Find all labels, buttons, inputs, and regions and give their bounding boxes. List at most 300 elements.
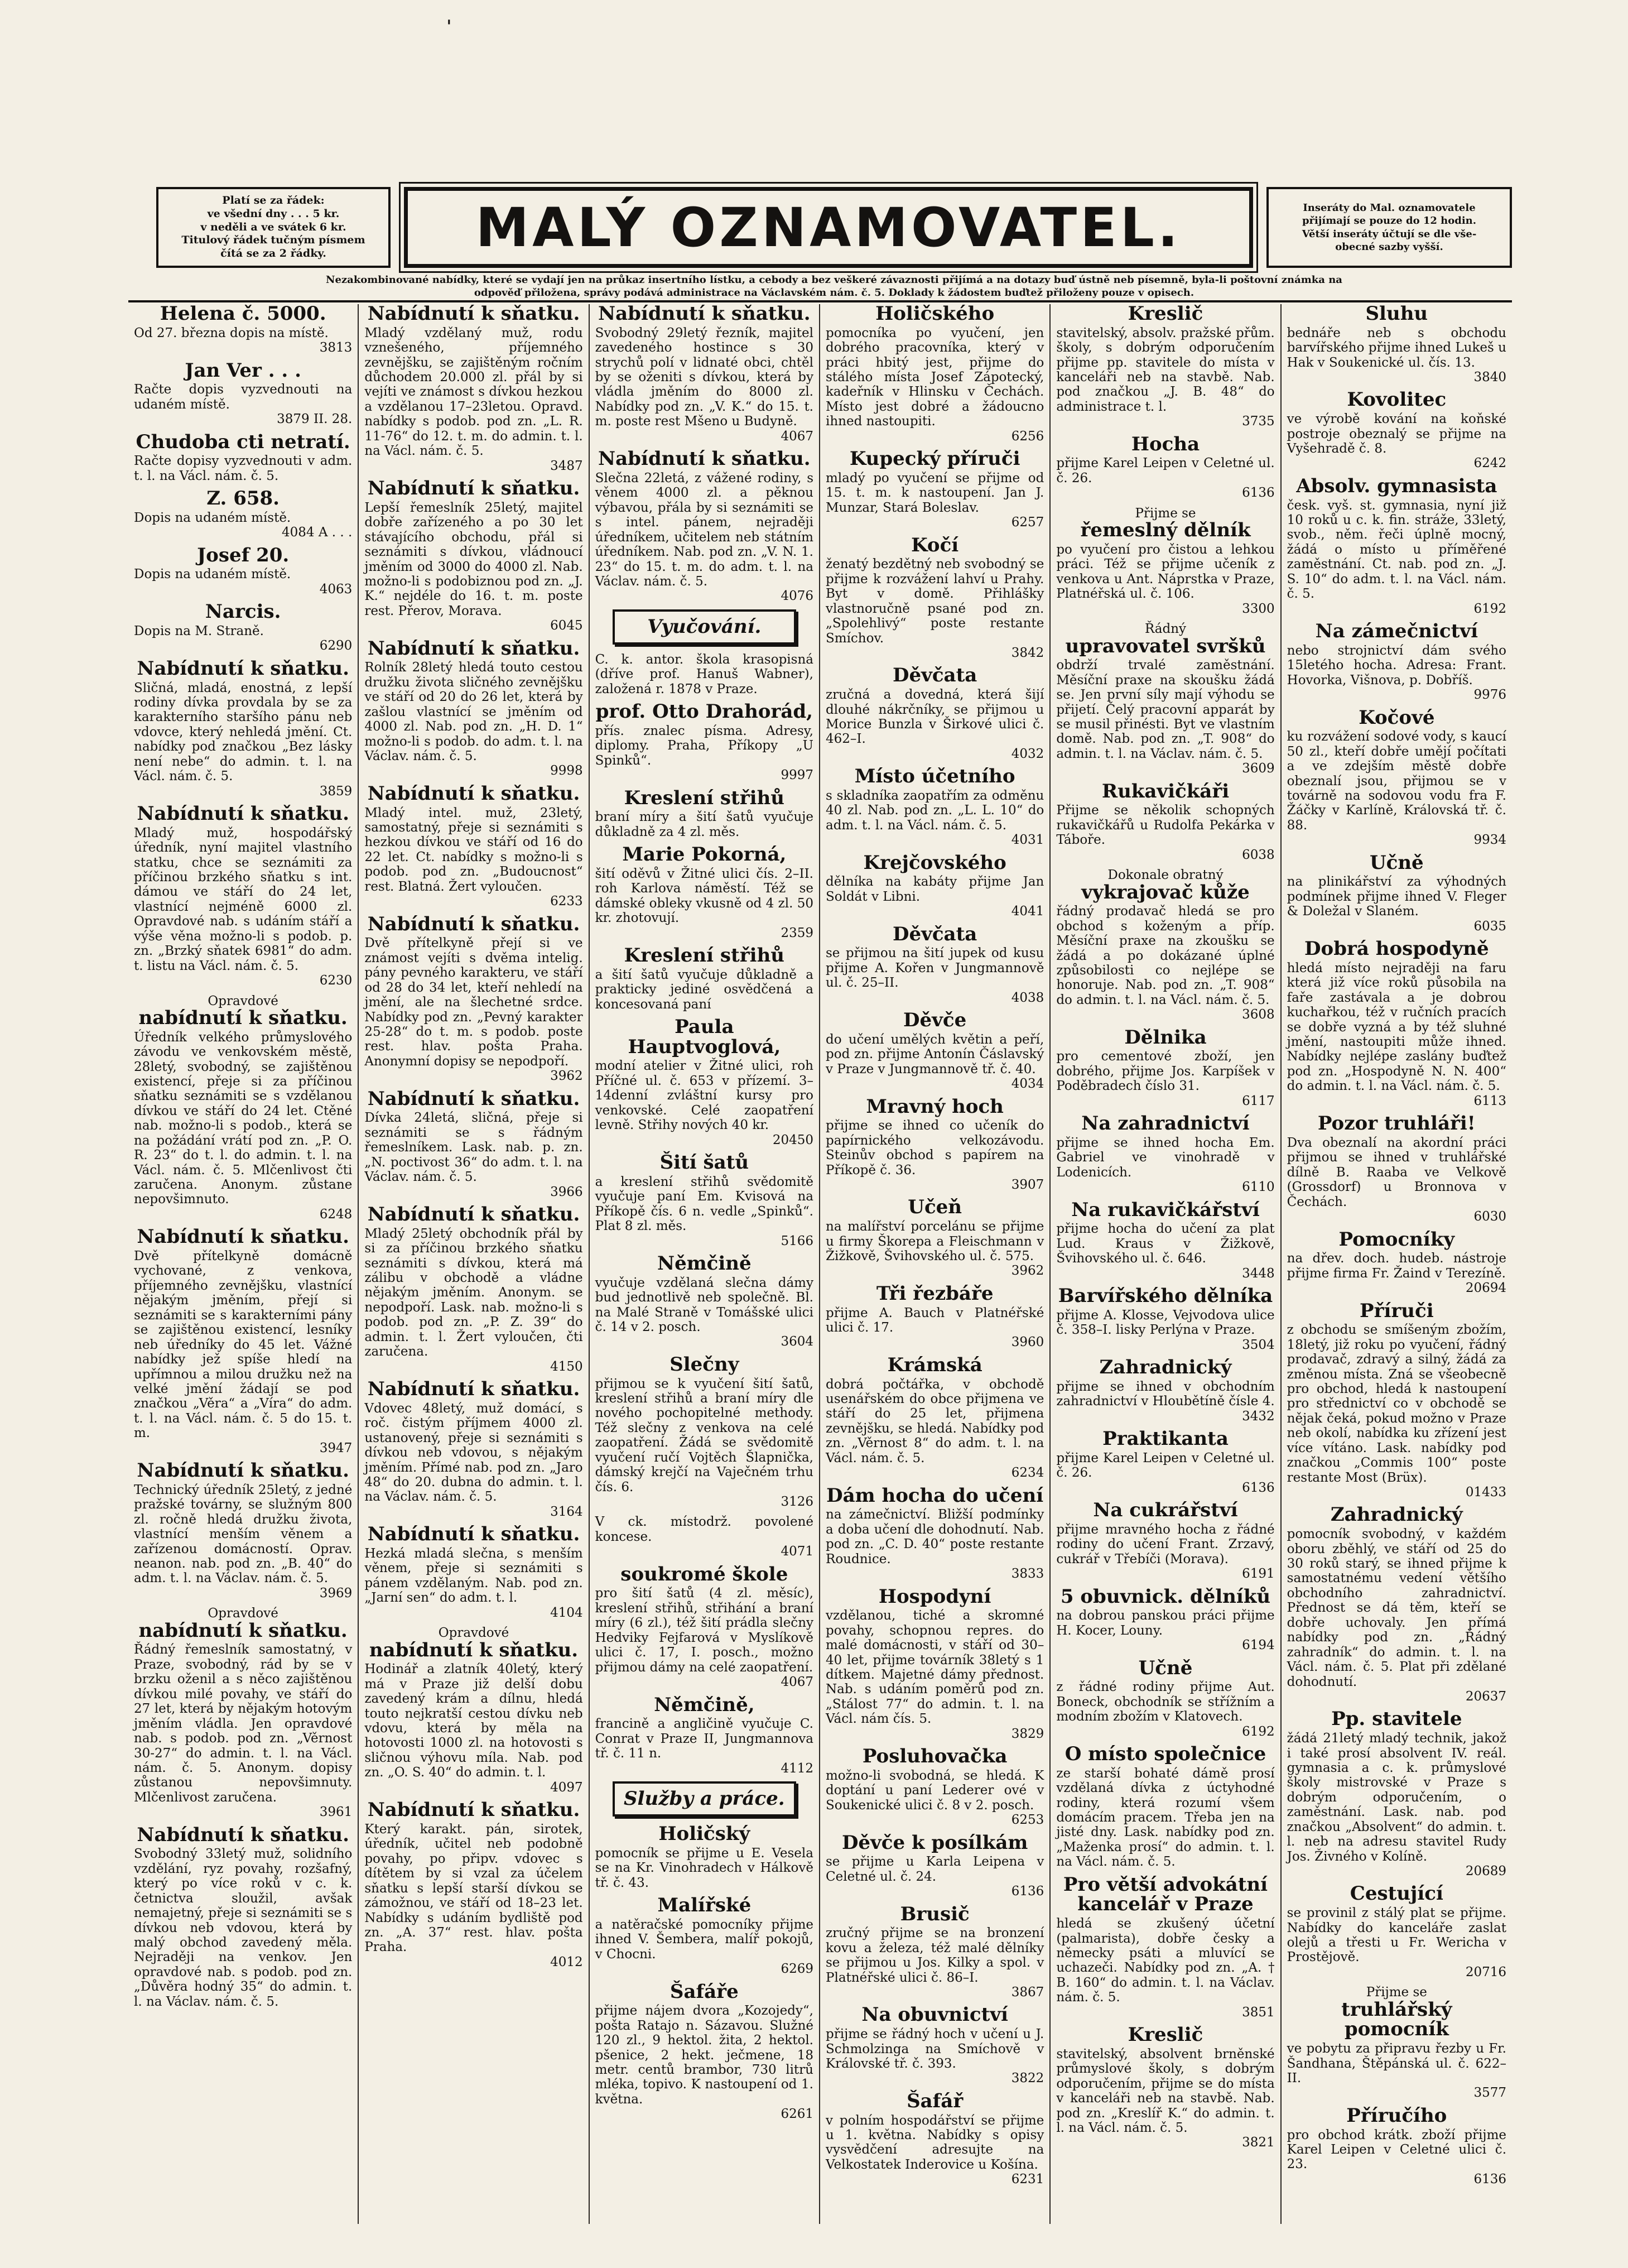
ad-body: Dvě přítelkyně přejí si ve známost vejíti s dvěma intelig. pány pevného karakteru, ve stáří od 28 do 34 let, kteří nehledí na jmění, ale na šlechetné srdce. Nabídky pod zn. „Pevný karakter 25-28“ do t. m. s podob. poste rest. hlav. pošta Praha. Anonymní dopisy se nepodpoří. bbox=[364, 936, 583, 1069]
ad-number: 6290 bbox=[319, 638, 353, 654]
ad-body: Račte dopisy vyzvednouti v adm. t. l. na Václ. nám. č. 5. bbox=[134, 454, 353, 483]
ad-preheading: Přijme se bbox=[1366, 1985, 1427, 2000]
classified-ad bbox=[1287, 1301, 1506, 1500]
ad-heading: Nabídnutí k sňatku. bbox=[367, 1799, 580, 1822]
ad-heading: Kočové bbox=[1359, 706, 1435, 729]
ad-body: obdrží trvalé zaměstnání. Měsíční praxe na skoušku žádá se. Jen první síly mají výhodu se přijetí. Čelý pracovní apparát by se musil přinésti. Byt ve vlastním domě. Nab. pod zn. „T. 908“ do admin. t. l. na Václav. nám. č. 5. bbox=[1056, 658, 1275, 761]
ad-heading: Nabídnutí k sňatku. bbox=[137, 1823, 349, 1846]
ad-body: Hezká mladá slečna, s menším věnem, přeje si seznámiti s pánem vzdělaným. Nab. pod zn. „Jarní sen“ do adm. t. l. bbox=[364, 1546, 583, 1606]
ad-number: 6230 bbox=[319, 973, 353, 988]
ad-body: pro obchod krátk. zboží přijme Karel Leipen v Celetné ulici č. 23. bbox=[1287, 2127, 1506, 2172]
column-4 bbox=[820, 304, 1051, 2224]
ad-number: 3735 bbox=[1242, 414, 1275, 429]
ad-heading: Mravný hoch bbox=[866, 1095, 1004, 1118]
ad-heading: Děvče k posílkám bbox=[841, 1831, 1028, 1854]
ad-heading: Brusič bbox=[900, 1902, 970, 1925]
ad-heading: Pro větší advokátní kancelář v Praze bbox=[1063, 1873, 1268, 1916]
classified-ad bbox=[364, 1525, 582, 1620]
ad-body: stavitelský, absolv. pražské přům. školy, s dobrým odporučením přijme pp. stavitele do místa v kanceláři neb na stavbě. Nab. pod značkou „J. B. 48“ do administrace t. l. bbox=[1056, 325, 1275, 414]
ad-heading: Nabídnutí k sňatku. bbox=[367, 1523, 580, 1546]
rate-line: v neděli a ve svátek 6 kr. bbox=[200, 220, 346, 233]
ad-number: 3813 bbox=[319, 340, 353, 355]
ad-body: přijme mravného hocha z řádné rodiny do učení Frant. Zrzavý, cukrář v Třebíči (Morava). bbox=[1056, 1522, 1275, 1567]
ad-heading: Nabídnutí k sňatku. bbox=[367, 1203, 580, 1226]
ad-body: ve výrobě kování na koňské postroje obeznalý se přijme na Vyšehradě č. 8. bbox=[1287, 412, 1506, 456]
ad-number: 6136 bbox=[1011, 1884, 1044, 1899]
classified-ad bbox=[595, 1982, 813, 2122]
ad-number: 6191 bbox=[1242, 1567, 1275, 1582]
ad-heading: Nabídnutí k sňatku. bbox=[598, 304, 811, 325]
classified-ad bbox=[826, 853, 1044, 919]
ad-body: a kreslení střihů svědomitě vyučuje paní Em. Kvisová na Příkopě čís. 6 n. vedle „Spinků“. Plat 8 zl. měs. bbox=[595, 1174, 813, 1234]
ad-body: Svobodný 33letý muž, solidního vzdělání, ryz povahy, rozšafný, který po více roků v c. k. četnictva sloužil, avšak nemajetný, přeje si seznámiti se s dívkou neb vdovou, která by malý obchod zavedený měla. Nejraději na venkov. Jen opravdové nab. s podob. pod zn. „Důvěra hodný 35“ do admin. t. l. na Václav. nám. č. 5. bbox=[134, 1847, 353, 2009]
ad-number: 6038 bbox=[1242, 847, 1275, 862]
ad-number: 6030 bbox=[1473, 1209, 1506, 1224]
ad-body: Dvě přítelkyně domácně vychované, z venkova, příjemného zevnějšku, vlastnící nějakým jměním, přejí si seznámiti se s karakterními pány se zajištěnou existencí, lesníky neb úředníky do 45 let. Vážné nabídky jež spíše hledí na upřímnou a milou družku než na velké jmění žádají se pod značkou „Věra“ a „Víra“ do adm. t. l. na Václ. nám. č. 5 do 15. t. m. bbox=[134, 1249, 353, 1441]
ad-body: zručný přijme se na bronzení kovu a železa, též malé dělníky se přijmou u Jos. Kilky a spol. v Platnéřské ulici č. 86–I. bbox=[826, 1926, 1044, 1985]
section-heading: Vyučování. bbox=[613, 609, 796, 645]
ad-body: Dopis na udaném místě. bbox=[134, 567, 291, 582]
ad-number: 3604 bbox=[781, 1334, 813, 1349]
ad-number: 3577 bbox=[1473, 2086, 1506, 2101]
ad-heading: Učně bbox=[1369, 851, 1424, 874]
ad-number: 3487 bbox=[550, 458, 583, 473]
classified-ad bbox=[1056, 1200, 1274, 1281]
ad-heading: Nabídnutí k sňatku. bbox=[367, 1378, 580, 1401]
ad-number: 20689 bbox=[1465, 1864, 1506, 1878]
classified-ad bbox=[1056, 1875, 1274, 2020]
ad-body: na zámečnictví. Bližší podmínky a doba učení dle dohodnutí. Nab. pod zn. „C. D. 40“ poste restante Roudnice. bbox=[826, 1507, 1044, 1567]
ad-body: vyučuje vzdělaná slečna dámy bud jednotlivě neb společně. Bl. na Malé Straně v Tomášské ulici č. 14 v 2. posch. bbox=[595, 1275, 813, 1334]
classified-ad bbox=[826, 1587, 1044, 1742]
classified-ad bbox=[826, 2005, 1044, 2086]
ad-heading: Malířské bbox=[657, 1894, 752, 1917]
ad-number: 3608 bbox=[1242, 1007, 1275, 1022]
ad-number: 6192 bbox=[1473, 601, 1506, 616]
ad-body: přijme hocha do učení za plat Lud. Kraus v Žižkově, Švihovského ul. č. 646. bbox=[1056, 1222, 1275, 1266]
ad-heading: Jan Ver . . . bbox=[185, 359, 301, 382]
rate-line: Platí se za řádek: bbox=[222, 194, 325, 207]
classified-ad bbox=[134, 994, 352, 1222]
ad-heading: Dělnika bbox=[1124, 1026, 1207, 1049]
ad-number: 4031 bbox=[1011, 833, 1044, 848]
ad-heading: truhlářský pomocník bbox=[1341, 1998, 1452, 2041]
ad-heading: Holičský bbox=[658, 1823, 750, 1846]
classified-ad bbox=[1056, 1286, 1274, 1352]
ad-number: 5166 bbox=[781, 1233, 813, 1248]
ad-heading: Josef 20. bbox=[197, 544, 290, 566]
ad-body: ze starší bohaté dámě prosí vzdělaná dívka z úctyhodné rodiny, která rozumí všem domácím pracem. Třeba jen na jisté dny. Lask. nabídky pod zn. „Maženka prosí“ do admin. t. l. na Václ. nám. č. 5. bbox=[1056, 1766, 1275, 1870]
ad-body: Mladý intel. muž, 23letý, samostatný, přeje si seznámiti s hezkou dívkou ve stáří od 16 do 22 let. Ct. nabídky s možno-li s podob. pod zn. „Budoucnost“ rest. Blatná. Žert vyloučen. bbox=[364, 805, 583, 894]
classified-ad bbox=[364, 1626, 582, 1795]
rate-line: ve všední dny . . . 5 kr. bbox=[207, 207, 340, 220]
ad-body: přijme se ihned v obchodním zahradnictví v Hloubětíně čísle 4. bbox=[1056, 1379, 1275, 1409]
ad-body: přijme se řádný hoch v učení u J. Schmolzinga na Smíchově v Královské tř. č. 393. bbox=[826, 2027, 1044, 2071]
ad-heading: 5 obuvnick. dělníků bbox=[1060, 1585, 1271, 1608]
ad-heading: Absolv. gymnasista bbox=[1296, 474, 1497, 497]
classified-ad bbox=[826, 922, 1044, 1005]
ad-number: 4076 bbox=[781, 589, 813, 604]
ad-body: se přijmou na šití jupek od kusu přijme A. Kořen v Jungmannově ul. č. 25–II. bbox=[826, 946, 1044, 991]
ad-heading: Narcis. bbox=[205, 600, 281, 623]
ad-heading: Nabídnutí k sňatku. bbox=[137, 1226, 349, 1248]
classified-ad bbox=[595, 1017, 813, 1147]
ad-heading: Rukavičkáři bbox=[1101, 780, 1230, 803]
ad-heading: Nabídnutí k sňatku. bbox=[367, 637, 580, 660]
ad-heading: Kočí bbox=[911, 534, 959, 556]
ad-heading: Němčině bbox=[657, 1252, 752, 1275]
ad-number: 9976 bbox=[1473, 688, 1506, 703]
ad-number: 4012 bbox=[550, 1954, 583, 1969]
ad-body: přijme A. Klosse, Vejvodova ulice č. 358–I. lisky Perlýna v Praze. bbox=[1056, 1308, 1275, 1338]
ad-number: 3126 bbox=[781, 1495, 813, 1510]
ad-body: přís. znalec písma. Adresy, diplomy. Praha, Příkopy „U Spinků“. bbox=[595, 723, 813, 768]
ad-body: z obchodu se smíšeným zbožím, 18letý, již roku po vyučení, řádný prodavač, zdravý a silný, žádá za změnou místa. Zná se všeobecně pro obchod, hledá k nastoupení pro střednictví co v obchodě se nějak čeká, pokud možno v Praze neb okolí, nabídka ku zřízení jest více vítáno. Lask. nabídky pod značkou „Commis 100“ poste restante Most (Brüx). bbox=[1287, 1323, 1506, 1485]
ad-body: dělníka na kabáty přijme Jan Soldát v Libni. bbox=[826, 874, 1044, 904]
ad-body: česk. vyš. st. gymnasia, nyní již 10 roků u c. k. fin. stráže, 33letý, svob., něm. řeči úplně mocný, žádá o místo u příměřené zaměstnání. Ct. nab. pod zn. „J. S. 10“ do adm. t. l. na Václ. nám. č. 5. bbox=[1287, 498, 1506, 602]
classified-ad bbox=[595, 304, 813, 444]
classified-ad bbox=[1287, 622, 1506, 702]
ad-heading: Slečny bbox=[669, 1353, 739, 1376]
ad-heading: Praktikanta bbox=[1102, 1428, 1229, 1450]
ad-heading: vykrajovač kůže bbox=[1081, 881, 1250, 904]
ad-heading: Na cukrářství bbox=[1093, 1499, 1238, 1522]
classified-ad bbox=[1287, 1505, 1506, 1704]
ad-heading: Kreslič bbox=[1128, 304, 1203, 325]
ad-heading: Posluhovačka bbox=[862, 1745, 1008, 1768]
ad-heading: Paula Hauptvoglová, bbox=[628, 1016, 781, 1058]
ad-body: Mladý 25letý obchodník přál by si za příčinou brzkého sňatku seznámiti s dívkou, která má zálibu v obchodě a vládne nějakým jměním. Anonym. se nepodpoří. Lask. nab. možno-li s podob. pod zn. „P. Z. 39“ do admin. t. l. Žert vyloučen, čti zaručena. bbox=[364, 1226, 583, 1359]
classified-ad bbox=[595, 946, 813, 1012]
classified-ad bbox=[1287, 2106, 1506, 2187]
ad-number: 6231 bbox=[1011, 2172, 1044, 2187]
ad-number: 4084 A . . . bbox=[282, 525, 353, 540]
ad-heading: upravovatel svršků bbox=[1065, 635, 1266, 657]
ad-body: Technický úředník 25letý, z jedné pražské továrny, se služným 800 zl. ročně hledá družku života, vlastnící menším věnem a zařízenou domácností. Oprav. neanon. nab. pod zn. „B. 40“ do adm. t. l. na Václav. nám. č. 5. bbox=[134, 1482, 353, 1586]
ad-heading: nabídnutí k sňatku. bbox=[369, 1638, 579, 1661]
classified-ad bbox=[1056, 304, 1274, 429]
ad-number: 2359 bbox=[781, 925, 813, 940]
classified-ad bbox=[1287, 853, 1506, 934]
rate-line: Titulový řádek tučným písmem bbox=[181, 234, 365, 247]
ad-body: mladý po vyučení se přijme od 15. t. m. k nastoupení. Jan J. Munzar, Stará Boleslav. bbox=[826, 470, 1044, 515]
section-heading: Služby a práce. bbox=[613, 1781, 796, 1817]
ad-heading: Tři řezbáře bbox=[876, 1282, 994, 1305]
ad-body: Který karakt. pán, sirotek, úředník, učitel neb podobně povahy, po připv. vdovec s dítětem by si vzal za účelem sňatku s lepší starší dívkou se zámožnou, ve stáří od 18–23 let. Nabídky s udáním bydliště pod zn. „A. 37“ rest. hlav. pošta Praha. bbox=[364, 1822, 583, 1955]
classified-ad bbox=[826, 1284, 1044, 1350]
ad-heading: Dobrá hospodyně bbox=[1304, 938, 1489, 960]
classified-ad bbox=[1287, 304, 1506, 385]
ad-heading: nabídnutí k sňatku. bbox=[138, 1006, 348, 1029]
column-2 bbox=[359, 304, 589, 2224]
ad-heading: Chudoba cti netratí. bbox=[136, 430, 350, 453]
ad-heading: Místo účetního bbox=[854, 765, 1015, 788]
classified-ad bbox=[134, 602, 352, 654]
ad-body: Svobodný 29letý řezník, majitel zavedeného hostince s 30 strychů polí v lidnaté obci, chtěl by se oženiti s dívkou, která by vládla jměním do 8000 zl. Nabídky pod zn. „V. K.“ do 15. t. m. poste rest Mšeno u Budyně. bbox=[595, 325, 813, 429]
ad-body: Přijme se několik schopných rukavičkářů u Rudolfa Pekárka v Táboře. bbox=[1056, 803, 1275, 848]
classified-ad bbox=[826, 1011, 1044, 1091]
rate-box bbox=[156, 187, 391, 268]
ad-number: 3962 bbox=[1011, 1263, 1044, 1279]
classified-ad bbox=[1056, 435, 1274, 501]
classified-ad bbox=[1287, 1230, 1506, 1296]
ad-body: pro cementové zboží, jen dobrého, přijme Jos. Karpíšek v Poděbradech číslo 31. bbox=[1056, 1049, 1275, 1094]
ad-preheading: Řádný bbox=[1144, 622, 1187, 637]
ad-body: francině a angličině vyučuje C. Conrat v Praze II, Jungmannova tř. č. 11 n. bbox=[595, 1717, 813, 1761]
ad-heading: Kreslení střihů bbox=[624, 786, 785, 809]
ad-heading: Němčině, bbox=[654, 1693, 755, 1716]
ad-body: Mladý muž, hospodářský úředník, nyní majitel vlastního statku, chce se seznámiti za příčinou brzkého sňatku s int. dámou ve stáří do 24 let, vlastnící nejméně 6000 zl. Opravdové nab. s udáním stáří a výše věna možno-li s podob. p. zn. „Brzký sňatek 6981“ do adm. t. listu na Václ. nám. č. 5. bbox=[134, 825, 353, 973]
ad-heading: Krejčovského bbox=[863, 851, 1006, 874]
classified-ad bbox=[364, 639, 582, 779]
ad-body: na dřev. doch. hudeb. nástroje přijme firma Fr. Žaind v Terezíně. bbox=[1287, 1251, 1506, 1281]
ad-number: 6194 bbox=[1242, 1638, 1275, 1653]
classified-ad bbox=[1056, 506, 1274, 616]
ad-heading: Kupecký příruči bbox=[849, 448, 1020, 470]
ad-heading: Nabídnutí k sňatku. bbox=[367, 782, 580, 805]
ad-body: braní míry a šití šatů vyučuje důkladně za 4 zl. měs. bbox=[595, 810, 813, 839]
classified-ad bbox=[1056, 1656, 1275, 1739]
ad-body: Úředník velkého průmyslového závodu ve venkovském městě, 28letý, svobodný, se zajištěnou existencí, přeje si za příčinou sňatku seznámiti se s vzdělanou dívkou ve stáří do 24 let. Ctěné nab. možno-li s podob., která se na požádání vrátí pod zn. „P. O. R. 23“ do t. l. do admin. t. l. na Václ. nám. č. 5. Mlčenlivost čti zaručena. Anonym. zůstane nepovšimnuto. bbox=[134, 1030, 353, 1207]
ad-number: 3840 bbox=[1473, 370, 1506, 385]
ad-heading: Učně bbox=[1138, 1656, 1193, 1679]
classified-ad bbox=[826, 1097, 1044, 1193]
classified-ad bbox=[826, 767, 1044, 847]
ad-number: 4067 bbox=[781, 429, 813, 444]
classified-ad bbox=[1056, 1358, 1274, 1424]
classified-ad bbox=[595, 786, 813, 840]
classified-ad bbox=[1287, 1985, 1506, 2101]
ad-number: 6136 bbox=[1242, 486, 1275, 501]
ad-body: ženatý bezdětný neb svobodný se přijme k rozvážení lahví u Prahy. Byt v domě. Přihlášky vlastnoručně psané pod zn. „Spolehlivý“ poste restante Smíchov. bbox=[826, 557, 1044, 646]
classified-ad bbox=[595, 652, 813, 696]
ad-body: Mladý vzdělaný muž, rodu vznešeného, příjemného zevnějšku, se zajištěným ročním důchodem 20.000 zl. přál by si vejíti ve známost s dívkou hezkou a vzdělanou 17–23letou. Opravd. nabídky s podob. pod zn. „L. R. 11-76“ do 12. t. m. do admin. t. l. na Václ. nám. č. 5. bbox=[364, 325, 583, 459]
notice-line: Větší inseráty účtují se dle vše- bbox=[1302, 228, 1477, 240]
classified-ad bbox=[1056, 782, 1274, 862]
ad-heading: Kovolitec bbox=[1347, 388, 1447, 411]
ad-body: přijme Karel Leipen v Celetné ul. č. 26. bbox=[1056, 456, 1275, 486]
classified-ad bbox=[134, 489, 352, 540]
ad-heading: Šafáře bbox=[669, 1980, 739, 2003]
ad-heading: řemeslný dělník bbox=[1080, 519, 1251, 542]
ad-body: nebo strojnictví dám svého 15letého hocha. Adresa: Frant. Hovorka, Višnova, p. Dobříš. bbox=[1287, 643, 1506, 688]
ad-body: se přijme u Karla Leipena v Celetné ul. č. 24. bbox=[826, 1854, 1044, 1884]
ad-number: 6261 bbox=[781, 2107, 813, 2122]
ad-number: 9998 bbox=[550, 763, 583, 779]
ad-heading: Na obuvnictví bbox=[861, 2003, 1008, 2026]
classified-ad bbox=[595, 1824, 813, 1890]
ad-number: 3947 bbox=[319, 1440, 353, 1455]
ad-heading: Dám hocha do učení bbox=[826, 1484, 1044, 1507]
classified-ad bbox=[826, 2089, 1044, 2187]
ad-heading: Sluhu bbox=[1365, 304, 1428, 325]
ad-body: ku rozvážení sodové vody, s kaucí 50 zl., kteří dobře umějí počítati a ve zdejším městě dobře obeznalí jsou, přijmou se v továrně na sodovou vodu fra F. Žáčky v Karlíně, Královská tř. č. 88. bbox=[1287, 729, 1506, 833]
classified-ad bbox=[595, 845, 813, 940]
ad-body: se provinil z stálý plat se přijme. Nabídky do kanceláře zaslat olejů a třesti u Fr. Wericha v Prostějově. bbox=[1287, 1906, 1506, 1965]
ad-body: v polním hospodářství se přijme u 1. května. Nabídky s opisy vysvědčení adresujte na Velkostatek Inderovice u Košína. bbox=[826, 2113, 1044, 2172]
ad-heading: Nabídnutí k sňatku. bbox=[367, 912, 580, 935]
classified-ad bbox=[134, 546, 352, 597]
ad-number: 4041 bbox=[1011, 904, 1044, 919]
ad-body: Lepší řemeslník 25letý, majitel dobře zařízeného a po 30 let stávajícího obchodu, přál si seznámiti s dívkou, vládnoucí jměním od 3000 do 4000 zl. Nab. možno-li s podobiznou pod zn. „J. K.“ nejdéle do 16. t. m. poste rest. Přerov, Morava. bbox=[364, 500, 583, 618]
ad-body: žádá 21letý mladý technik, jakož i také prosí absolvent IV. reál. gymnasia a c. k. průmyslové školy mistrovské v Praze s dobrým odporučením, o zaměstnání. Lask. nab. pod značkou „Absolvent“ do admin. t. l. neb na adresu stavitel Rudy Jos. Živného v Kolíně. bbox=[1287, 1731, 1506, 1864]
ad-number: 3879 II. 28. bbox=[277, 412, 353, 427]
ad-heading: Nabídnutí k sňatku. bbox=[598, 448, 811, 470]
ad-number: 3504 bbox=[1242, 1337, 1275, 1352]
ad-body: po vyučení pro čistou a lehkou práci. Též se přijme učeník z venkova u Ant. Náprstka v Praze, Platnéřská ul. č. 106. bbox=[1056, 542, 1275, 602]
classified-ad bbox=[134, 1227, 352, 1455]
classified-ad bbox=[1056, 1429, 1274, 1495]
classified-ad bbox=[1287, 474, 1506, 616]
subline-text: odpověď přiložena, správy podává administrace na Václavském nám. č. 5. Doklady k žádostem buďtež přiloženy pouze v opisech. bbox=[474, 287, 1194, 299]
classified-ad bbox=[1056, 1742, 1275, 1870]
classified-ad bbox=[595, 1355, 813, 1510]
classified-ad bbox=[595, 1153, 813, 1248]
ad-number: 9934 bbox=[1473, 833, 1506, 848]
ad-preheading: Opravdové bbox=[208, 993, 278, 1008]
ad-number: 3829 bbox=[1011, 1726, 1044, 1741]
ad-number: 3859 bbox=[319, 784, 353, 799]
ad-number: 3842 bbox=[1011, 645, 1044, 660]
ad-body: C. k. antor. škola krasopisná (dříve prof. Hanuš Wabner), založená r. 1878 v Praze. bbox=[595, 652, 813, 696]
ad-heading: prof. Otto Drahorád, bbox=[595, 700, 813, 723]
ad-body: Vdovec 48letý, muž domácí, s roč. čistým příjmem 4000 zl. ustanovený, přeje si seznámiti s dívkou neb vdovou, s nějakým jměním. Přímé nab. pod zn. „Jaro 48“ do 20. dubna do admin. t. l. na Václav. nám. č. 5. bbox=[364, 1401, 583, 1505]
ad-number: 01433 bbox=[1465, 1485, 1506, 1500]
column-6 bbox=[1282, 304, 1512, 2224]
ad-body: do učení umělých květin a peří, pod zn. přijme Antonín Čáslavský v Praze v Jungmannově tř. č. 40. bbox=[826, 1032, 1044, 1077]
classified-ad bbox=[364, 479, 582, 633]
ad-number: 6253 bbox=[1011, 1813, 1044, 1828]
ad-body: Hodinář a zlatník 40letý, který má v Praze již delší dobu zavedený krám a dílnu, hledá touto nejkratší cestou dívku neb vdovu, která by měla na hotovosti 1000 zl. na hotovosti s sličnou výhovu míla. Nab. pod zn. „O. S. 40“ do admin. t. l. bbox=[364, 1662, 583, 1780]
ad-body: Řádný řemeslník samostatný, v Praze, svobodný, rád by se v brzku oženil a s něco zajištěnou dívkou milé povahy, ve stáří do 27 let, která by nějakým hotovým jměním vládla. Jen opravdové nab. s podob. pod zn. „Věrnost 30-27“ do admin. t. l. na Václ. nám. č. 5. Anonym. dopisy zůstanou nepovšimnuty. Mlčenlivost zaručena. bbox=[134, 1642, 353, 1805]
ad-body: Dopis na M. Straně. bbox=[134, 623, 264, 638]
classified-ad bbox=[826, 666, 1044, 761]
ad-number: 3822 bbox=[1011, 2071, 1044, 2086]
ad-number: 9997 bbox=[781, 768, 813, 783]
masthead-subline bbox=[156, 273, 1512, 300]
ad-heading: Nabídnutí k sňatku. bbox=[367, 1087, 580, 1110]
ad-body: Sličná, mladá, enostná, z lepší rodiny dívka provdala by se za karakterního staršího pánu neb vdovce, který nehledá jmění. Ct. nabídky pod značkou „Bez lásky není nebe“ do admin. t. l. na Václ. nám. č. 5. bbox=[134, 680, 353, 784]
classified-ad bbox=[134, 361, 352, 427]
ad-number: 6035 bbox=[1473, 919, 1506, 934]
ad-body: řádný prodavač hledá se pro obchod s koženým a příp. Měsíční praxe na zkoušku se žádá a po dokázané úplné způsobilosti co nejlépe se honoruje. Nab. pod zn. „T. 908“ do admin. t. l. na Václ. nám. č. 5. bbox=[1056, 904, 1275, 1007]
classified-ad bbox=[1056, 2025, 1274, 2150]
classified-ad bbox=[134, 804, 352, 988]
ad-body: Dopis na udaném místě. bbox=[134, 510, 291, 525]
ad-body: vzdělanou, tiché a skromné povahy, schopnou repres. do malé domácnosti, v stáří od 30–40 let, přijme továrník 38letý s 1 dítkem. Majetné dámy přednost. Nab. s udáním poměrů pod zn. „Stálost 77“ do admin. t. l. na Václ. nám čís. 5. bbox=[826, 1608, 1044, 1727]
classified-ad bbox=[1287, 1884, 1506, 1979]
ad-body: modní atelier v Žitné ulici, roh Příčné ul. č. 653 v přízemí. 3–14denní zvláštní kursy pro venkovské. Celé zaopatření levně. Střihy nových 40 kr. bbox=[595, 1059, 813, 1133]
column-1 bbox=[128, 304, 359, 2224]
ad-body: Dva obeznalí na akordní práci přijmou se ihned v truhlářské dílně B. Raaba ve Velkově (Grossdorf) u Bronnova v Čechách. bbox=[1287, 1135, 1506, 1209]
ad-body: stavitelský, absolvent brněnské průmyslové školy, s dobrým odporučením, přijme se do místa v kanceláři neb na stavbě. Nab. pod zn. „Kreslíř K.“ do admin. t. l. na Václ. nám. č. 5. bbox=[1056, 2046, 1275, 2135]
ad-number: 3969 bbox=[319, 1585, 353, 1601]
ad-number: 3966 bbox=[550, 1184, 583, 1199]
ad-body: a šití šatů vyučuje důkladně a prakticky jediné osvědčená a koncesovaná paní bbox=[595, 967, 813, 1012]
ad-number: 6113 bbox=[1473, 1093, 1506, 1108]
ad-number: 4032 bbox=[1011, 746, 1044, 761]
classified-ad bbox=[364, 784, 582, 909]
subline-text: Nezakombinované nabídky, které se vydají jen na průkaz insertního lístku, a cebody a bez veškeré závaznosti přijímá a na dotazy buď ústně neb písemně, byla-li poštovní známka na bbox=[326, 274, 1342, 286]
classified-ad bbox=[364, 912, 583, 1084]
ad-heading: Marie Pokorná, bbox=[622, 843, 787, 866]
ad-number: 20637 bbox=[1465, 1689, 1506, 1704]
ad-number: 6242 bbox=[1473, 456, 1506, 471]
classified-ad bbox=[595, 1896, 813, 1976]
ad-number: 4063 bbox=[319, 582, 353, 597]
ad-number: 3962 bbox=[550, 1069, 583, 1084]
ad-heading: Nabídnutí k sňatku. bbox=[367, 304, 580, 325]
classified-ad bbox=[826, 449, 1044, 530]
classified-ad bbox=[1056, 1028, 1274, 1108]
ad-heading: soukromé škole bbox=[620, 1563, 788, 1585]
ad-heading: Zahradnický bbox=[1330, 1503, 1463, 1526]
ad-heading: Barvířského dělníka bbox=[1058, 1285, 1273, 1308]
classified-ad bbox=[595, 702, 813, 782]
ad-heading: Učeň bbox=[908, 1196, 962, 1219]
classified-ad bbox=[134, 304, 352, 355]
ad-number: 3821 bbox=[1242, 2135, 1275, 2150]
ad-number: 3851 bbox=[1242, 2005, 1275, 2020]
ad-body: Slečna 22letá, z vážené rodiny, s věnem 4000 zl. a pěknou výbavou, přála by si seznámiti se s intel. pánem, nejraději úředníkem, učitelem neb státním úředníkem. Nab. pod zn. „V. N. 1. 23“ do 15. t. m. do adm. t. l. na Václav. nám. č. 5. bbox=[595, 470, 813, 589]
ad-heading: Příruči bbox=[1360, 1299, 1434, 1322]
classified-ad bbox=[1056, 622, 1274, 776]
ad-number: 4097 bbox=[550, 1780, 583, 1795]
ad-number: 6269 bbox=[781, 1962, 813, 1977]
classified-ad bbox=[364, 1800, 582, 1969]
classified-ad bbox=[1287, 939, 1506, 1108]
ad-body: bednáře neb s obchodu barvířského přijme ihned Lukeš u Hak v Soukenické ul. čís. 13. bbox=[1287, 325, 1506, 370]
ad-number: 6110 bbox=[1242, 1180, 1275, 1195]
ad-body: dobrá počtářka, v obchodě usenářském do obce přijmena ve stáří do 25 let, přijmena zevnějšku, se hledá. Nabídky pod zn. „Věrnost 8“ do adm. t. l. na Václ. nám. č. 5. bbox=[826, 1377, 1044, 1465]
ad-heading: Holičského bbox=[875, 304, 995, 325]
classified-ad bbox=[1056, 868, 1274, 1022]
ad-number: 3448 bbox=[1242, 1266, 1275, 1281]
ad-number: 6234 bbox=[1011, 1465, 1044, 1481]
ad-number: 4071 bbox=[781, 1544, 813, 1559]
classified-ad bbox=[595, 1565, 813, 1690]
ad-number: 6248 bbox=[319, 1207, 353, 1222]
ad-heading: Příručího bbox=[1346, 2104, 1447, 2127]
ad-number: 6256 bbox=[1011, 429, 1044, 444]
ad-number: 3961 bbox=[319, 1805, 353, 1820]
ad-number: 3907 bbox=[1011, 1178, 1044, 1192]
ad-body: na malířství porcelánu se přijme u firmy Škorepa a Fleischmann v Žižkově, Švihovského ul. č. 575. bbox=[826, 1219, 1044, 1263]
classified-ad bbox=[595, 449, 813, 604]
ad-heading: Děvče bbox=[903, 1009, 967, 1032]
classified-ad bbox=[364, 1380, 582, 1519]
ad-heading: Helena č. 5000. bbox=[160, 304, 326, 325]
ad-heading: Krámská bbox=[887, 1353, 982, 1376]
notice-box bbox=[1266, 187, 1512, 268]
column-3 bbox=[590, 304, 820, 2224]
classified-ad bbox=[826, 1747, 1044, 1827]
ad-number: 3833 bbox=[1011, 1567, 1044, 1582]
ad-body: Rolník 28letý hledá touto cestou družku života sličného zevnějšku ve stáří od 20 do 26 let, která by zašlou vlastnící se jměním od 4000 zl. Nab. pod zn. „H. D. 1“ možno-li s podob. do adm. t. l. na Václav. nám. č. 5. bbox=[364, 660, 583, 763]
ad-body: přijme nájem dvora „Kozojedy“, pošta Ratajo n. Sázavou. Služné 120 zl., 9 hektol. žita, 2 hektol. pšenice, 2 hekt. ječmene, 18 metr. centů brambor, 730 litrů mléka, topivo. K nastoupení od 1. května. bbox=[595, 2003, 813, 2107]
ad-body: Dívka 24letá, sličná, přeje si seznámiti se s řádným řemeslníkem. Lask. nab. p. zn. „N. poctivost 36“ do adm. t. l. na Václav. nám. č. 5. bbox=[364, 1111, 583, 1185]
ad-heading: Šití šatů bbox=[659, 1151, 749, 1174]
ad-heading: Děvčata bbox=[892, 664, 977, 687]
ad-number: 3867 bbox=[1011, 1985, 1044, 2000]
classified-ad bbox=[1056, 1501, 1274, 1581]
ad-body: přijme Karel Leipen v Celetné ul. č. 26. bbox=[1056, 1450, 1275, 1481]
notice-line: Inseráty do Mal. oznamovatele bbox=[1303, 201, 1476, 214]
ad-body: pomocník svobodný, v každém oboru zběhlý, ve stáří od 25 do 30 roků starý, se ihned přijme k samostatnému vedení většího obchodního zahradnictví. Přednost se dá těm, kteří se dobře uchovaly. Jen přímá nabídky pod zn. „Řádný zahradník“ do admin. t. l. na Václ. nám. č. 5. Plat při zdělané dohodnutí. bbox=[1287, 1527, 1506, 1689]
ad-heading: Zahradnický bbox=[1099, 1356, 1232, 1379]
ad-body: Račte dopis vyzvednouti na udaném místě. bbox=[134, 382, 353, 412]
ad-number: 3960 bbox=[1011, 1335, 1044, 1350]
